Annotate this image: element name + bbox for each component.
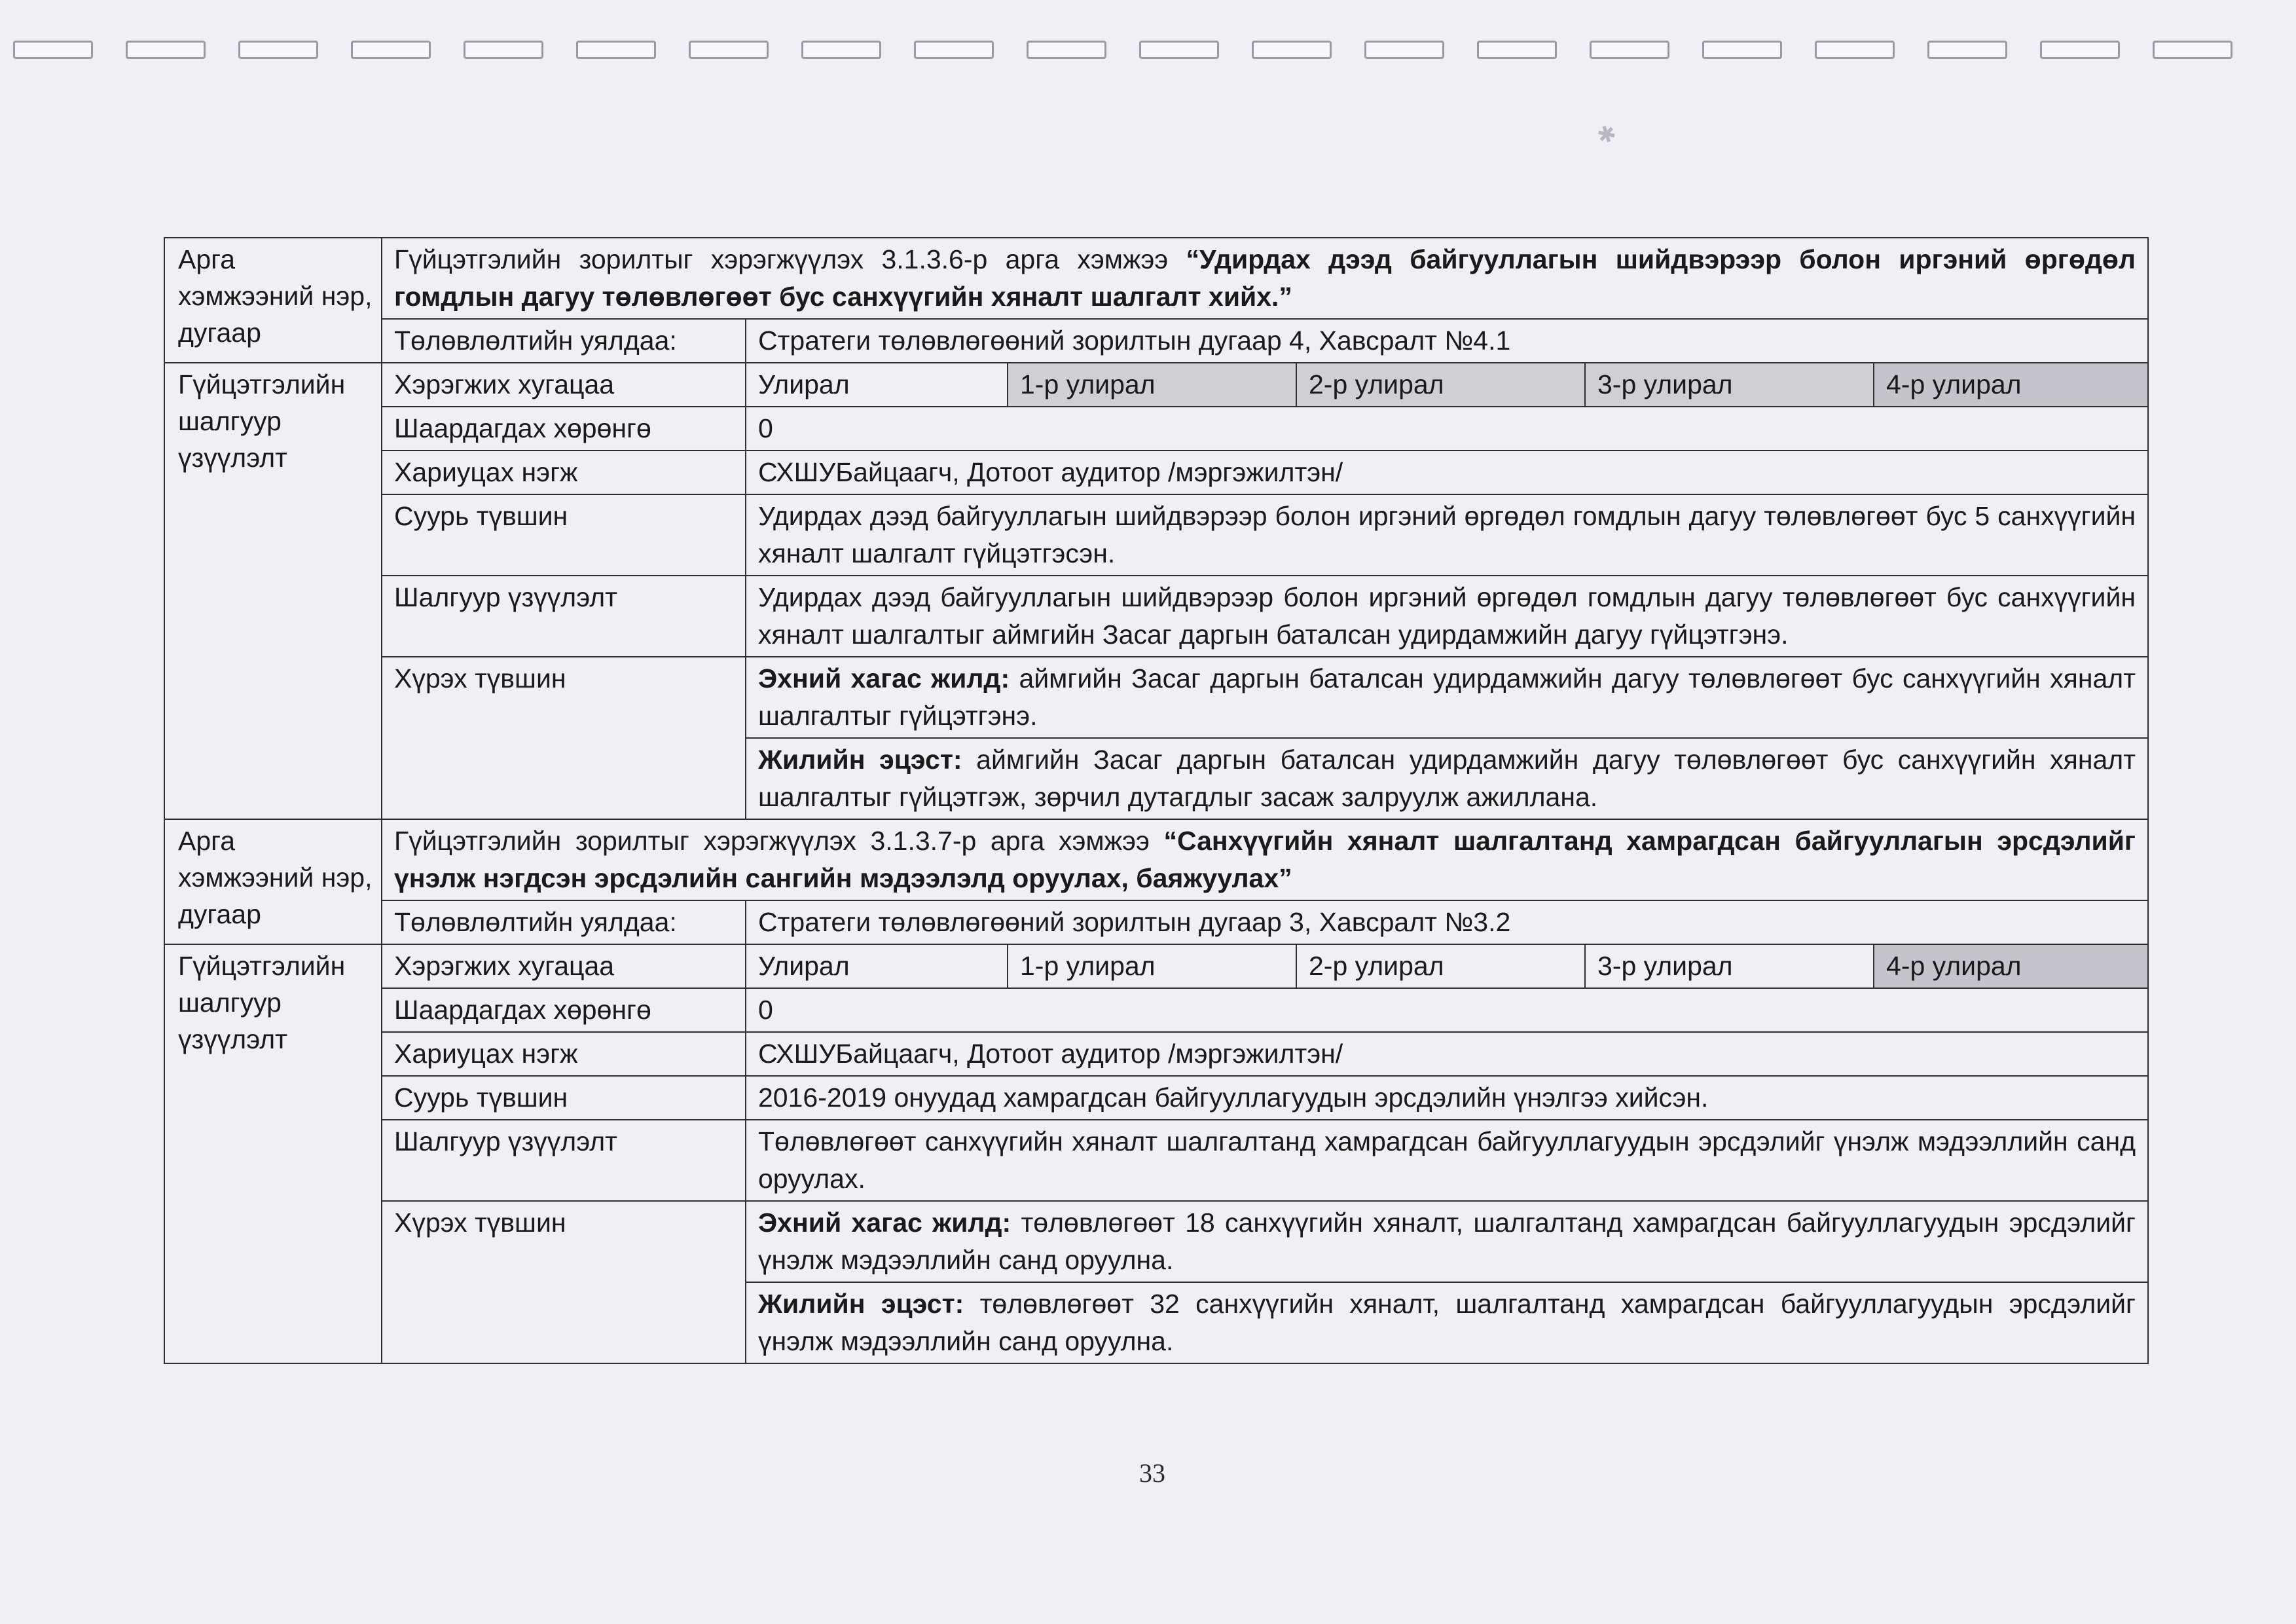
binding-hole — [2040, 41, 2120, 59]
planning-value: Стратеги төлөвлөгөөний зорилтын дугаар 4, Хавсралт №4.1 — [746, 319, 2148, 363]
measure-name-label: Арга хэмжээний нэр, дугаар — [164, 819, 382, 944]
indicator-label: Шалгуур үзүүлэлт — [382, 576, 746, 657]
timeframe-row — [164, 363, 2148, 407]
page-number: 33 — [1139, 1458, 1165, 1488]
planning-label: Төлөвлөлтийн уялдаа: — [382, 900, 746, 944]
responsible-row — [164, 451, 2148, 494]
measure-row — [164, 238, 2148, 319]
resource-value: 0 — [746, 407, 2148, 451]
baseline-row — [164, 1076, 2148, 1120]
binding-hole — [2153, 41, 2232, 59]
planning-row — [164, 319, 2148, 363]
resource-label: Шаардагдах хөрөнгө — [382, 407, 746, 451]
resource-row — [164, 988, 2148, 1032]
responsible-label: Хариуцах нэгж — [382, 1032, 746, 1076]
binding-hole — [689, 41, 769, 59]
binding-hole — [1702, 41, 1782, 59]
responsible-value: СХШУБайцаагч, Дотоот аудитор /мэргэжилтэн/ — [746, 451, 2148, 494]
baseline-label: Суурь түвшин — [382, 1076, 746, 1120]
target-year-cell — [746, 1282, 2148, 1363]
quarter-1-cell: 1-р улирал — [1008, 363, 1296, 407]
target-label: Хүрэх түвшин — [382, 1201, 746, 1363]
scan-smudge-icon: ✱ — [1594, 120, 1620, 150]
target-half-label: Эхний хагас жилд: — [758, 663, 1010, 693]
binding-hole — [1477, 41, 1557, 59]
measure-lead: Гүйцэтгэлийн зорилтыг хэрэгжүүлэх 3.1.3.7-р арга хэмжээ — [394, 826, 1164, 856]
timeframe-label: Хэрэгжих хугацаа — [382, 944, 746, 988]
binding-hole — [1590, 41, 1669, 59]
quarter-3-cell: 3-р улирал — [1585, 363, 1874, 407]
target-year-value: аймгийн Засаг даргын баталсан удирдамжийн дагуу төлөвлөгөөт бус санхүүгийн хяналт шалгалтыг гүйцэтгэж, зөрчил дутагдлыг засаж залруулж ажиллана. — [758, 745, 2136, 812]
criteria-label: Гүйцэтгэлийн шалгуур үзүүлэлт — [164, 363, 382, 819]
baseline-value: 2016-2019 онуудад хамрагдсан байгууллагуудын эрсдэлийн үнэлгээ хийсэн. — [746, 1076, 2148, 1120]
criteria-label: Гүйцэтгэлийн шалгуур үзүүлэлт — [164, 944, 382, 1363]
target-half-cell — [746, 1201, 2148, 1282]
target-year-label: Жилийн эцэст: — [758, 745, 962, 775]
planning-value: Стратеги төлөвлөгөөний зорилтын дугаар 3, Хавсралт №3.2 — [746, 900, 2148, 944]
binding-hole — [351, 41, 431, 59]
planning-label: Төлөвлөлтийн уялдаа: — [382, 319, 746, 363]
binding-holes — [13, 37, 2285, 65]
quarter-label: Улирал — [746, 363, 1008, 407]
indicator-label: Шалгуур үзүүлэлт — [382, 1120, 746, 1201]
binding-hole — [1927, 41, 2007, 59]
target-half-row — [164, 657, 2148, 738]
binding-hole — [914, 41, 994, 59]
measures-table — [164, 237, 2149, 1364]
measure-row — [164, 819, 2148, 900]
responsible-row — [164, 1032, 2148, 1076]
measure-title-cell — [382, 238, 2148, 319]
measure-title-cell — [382, 819, 2148, 900]
measure-title: “Санхүүгийн хяналт шалгалтанд хамрагдсан байгууллагын эрсдэлийг үнэлж нэгдсэн эрсдэлийн сангийн мэдээлэлд оруулах, баяжуулах” — [394, 826, 2136, 893]
timeframe-label: Хэрэгжих хугацаа — [382, 363, 746, 407]
indicator-row — [164, 576, 2148, 657]
indicator-row — [164, 1120, 2148, 1201]
binding-hole — [13, 41, 93, 59]
baseline-label: Суурь түвшин — [382, 494, 746, 576]
indicator-value: Төлөвлөгөөт санхүүгийн хяналт шалгалтанд хамрагдсан байгууллагуудын эрсдэлийг үнэлж мэдээллийн санд оруулах. — [746, 1120, 2148, 1201]
target-half-value: төлөвлөгөөт 18 санхүүгийн хяналт, шалгалтанд хамрагдсан байгууллагуудын эрсдэлийг үнэлж мэдээллийн санд оруулна. — [758, 1208, 2136, 1275]
timeframe-row — [164, 944, 2148, 988]
target-half-row — [164, 1201, 2148, 1282]
binding-hole — [1027, 41, 1106, 59]
binding-hole — [1139, 41, 1219, 59]
binding-hole — [1815, 41, 1895, 59]
baseline-value: Удирдах дээд байгууллагын шийдвэрээр болон иргэний өргөдөл гомдлын дагуу төлөвлөгөөт бус 5 санхүүгийн хяналт шалгалт гүйцэтгэсэн. — [746, 494, 2148, 576]
target-year-cell — [746, 738, 2148, 819]
resource-row — [164, 407, 2148, 451]
target-year-label: Жилийн эцэст: — [758, 1289, 964, 1319]
planning-row — [164, 900, 2148, 944]
target-label: Хүрэх түвшин — [382, 657, 746, 819]
measure-lead: Гүйцэтгэлийн зорилтыг хэрэгжүүлэх 3.1.3.6-р арга хэмжээ — [394, 244, 1186, 274]
target-half-value: аймгийн Засаг даргын баталсан удирдамжийн дагуу төлөвлөгөөт бус санхүүгийн хяналт шалгалтыг гүйцэтгэнэ. — [758, 663, 2136, 731]
binding-hole — [1252, 41, 1332, 59]
responsible-label: Хариуцах нэгж — [382, 451, 746, 494]
indicator-value: Удирдах дээд байгууллагын шийдвэрээр болон иргэний өргөдөл гомдлын дагуу төлөвлөгөөт бус санхүүгийн хяналт шалгалтыг аймгийн Засаг даргын баталсан удирдамжийн дагуу гүйцэтгэнэ. — [746, 576, 2148, 657]
quarter-1-cell: 1-р улирал — [1008, 944, 1296, 988]
quarter-2-cell: 2-р улирал — [1296, 944, 1585, 988]
binding-hole — [1364, 41, 1444, 59]
baseline-row — [164, 494, 2148, 576]
binding-hole — [801, 41, 881, 59]
binding-hole — [576, 41, 656, 59]
measure-title: “Удирдах дээд байгууллагын шийдвэрээр болон иргэний өргөдөл гомдлын дагуу төлөвлөгөөт бус санхүүгийн хяналт шалгалт хийх.” — [394, 244, 2136, 312]
binding-hole — [238, 41, 318, 59]
quarter-4-cell: 4-р улирал — [1874, 363, 2148, 407]
quarter-label: Улирал — [746, 944, 1008, 988]
target-half-cell — [746, 657, 2148, 738]
quarter-4-cell: 4-р улирал — [1874, 944, 2148, 988]
responsible-value: СХШУБайцаагч, Дотоот аудитор /мэргэжилтэн/ — [746, 1032, 2148, 1076]
resource-value: 0 — [746, 988, 2148, 1032]
target-half-label: Эхний хагас жилд: — [758, 1208, 1011, 1238]
quarter-2-cell: 2-р улирал — [1296, 363, 1585, 407]
binding-hole — [464, 41, 543, 59]
resource-label: Шаардагдах хөрөнгө — [382, 988, 746, 1032]
quarter-3-cell: 3-р улирал — [1585, 944, 1874, 988]
measure-name-label: Арга хэмжээний нэр, дугаар — [164, 238, 382, 363]
binding-hole — [126, 41, 206, 59]
target-year-value: төлөвлөгөөт 32 санхүүгийн хяналт, шалгалтанд хамрагдсан байгууллагуудын эрсдэлийг үнэлж мэдээллийн санд оруулна. — [758, 1289, 2136, 1356]
